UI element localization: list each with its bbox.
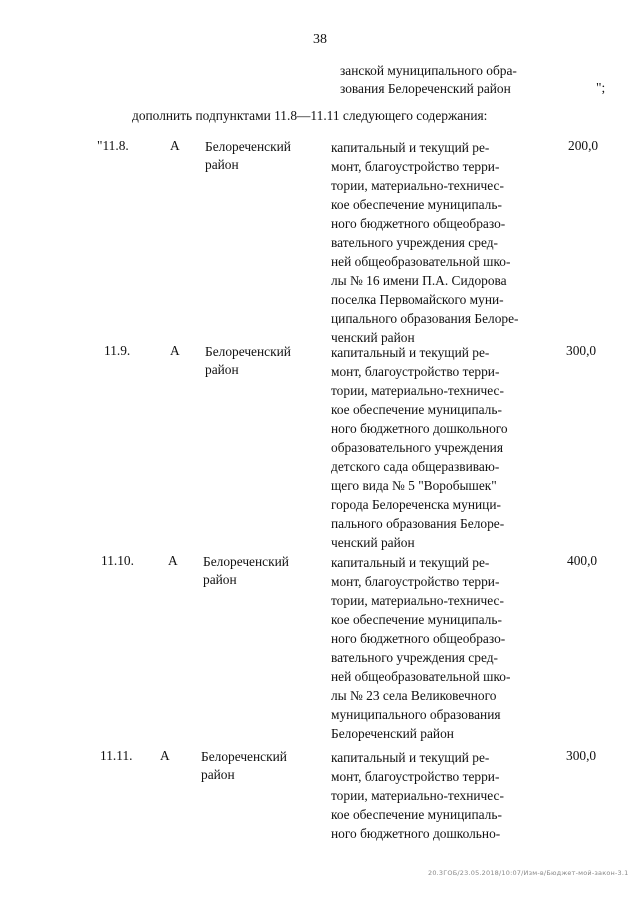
entry-amount: 400,0 <box>567 553 598 568</box>
entry-district: Белореченский район <box>201 749 287 782</box>
entry-description: капитальный и текущий ре- монт, благоустройство терри- тории, материально-техничес- кое обеспечение муниципаль- ного бюджетного дошкольно- <box>331 750 504 841</box>
entry-category: А <box>160 748 170 763</box>
entry-amount: 200,0 <box>568 138 599 153</box>
entry-amount: 300,0 <box>566 748 597 763</box>
entry-description: капитальный и текущий ре- монт, благоустройство терри- тории, материально-техничес- кое обеспечение муниципаль- ного бюджетного общеобразо- вательного учреждения сред- ней общеобразовательной шко- лы № 16 имени П.А. Сидорова поселка Первомайского муни- ципального образования Белоре- ченский район <box>331 140 519 345</box>
page-number: 38 <box>313 32 327 47</box>
entry-number: 11.9. <box>104 343 131 358</box>
entry-district: Белореченский район <box>205 139 291 172</box>
entry-description: капитальный и текущий ре- монт, благоустройство терри- тории, материально-техничес- кое обеспечение муниципаль- ного бюджетного общеобразо- вательного учреждения сред- ней общеобразовательной шко- лы № 23 села Великовечного муниципального образования Белореченский район <box>331 555 511 741</box>
entry-number: "11.8. <box>97 138 129 153</box>
entry-description: капитальный и текущий ре- монт, благоустройство терри- тории, материально-техничес- кое обеспечение муниципаль- ного бюджетного дошкольного образовательного учреждения детского сада общеразвиваю- щего вида № 5 "Воробышек" города Белореченска муници- пального образования Белоре- ченский район <box>331 345 508 550</box>
entry-district: Белореченский район <box>205 344 291 377</box>
entry-number: 11.11. <box>100 748 133 763</box>
entry-category: А <box>170 138 180 153</box>
footer-stamp: 20.3ГОБ/23.05.2018/10:07/Изм-в/Бюджет-мой-закон-3.1 <box>428 869 629 877</box>
entry-district: Белореченский район <box>203 554 289 587</box>
intro-line: дополнить подпунктами 11.8—11.11 следующего содержания: <box>132 108 488 123</box>
entry-category: А <box>170 343 180 358</box>
entry-amount: 300,0 <box>566 343 597 358</box>
entry-number: 11.10. <box>101 553 134 568</box>
continuation-text: занской муниципального обра- зования Белореченский район <box>340 63 517 96</box>
continuation-end: "; <box>596 80 606 95</box>
entry-category: А <box>168 553 178 568</box>
